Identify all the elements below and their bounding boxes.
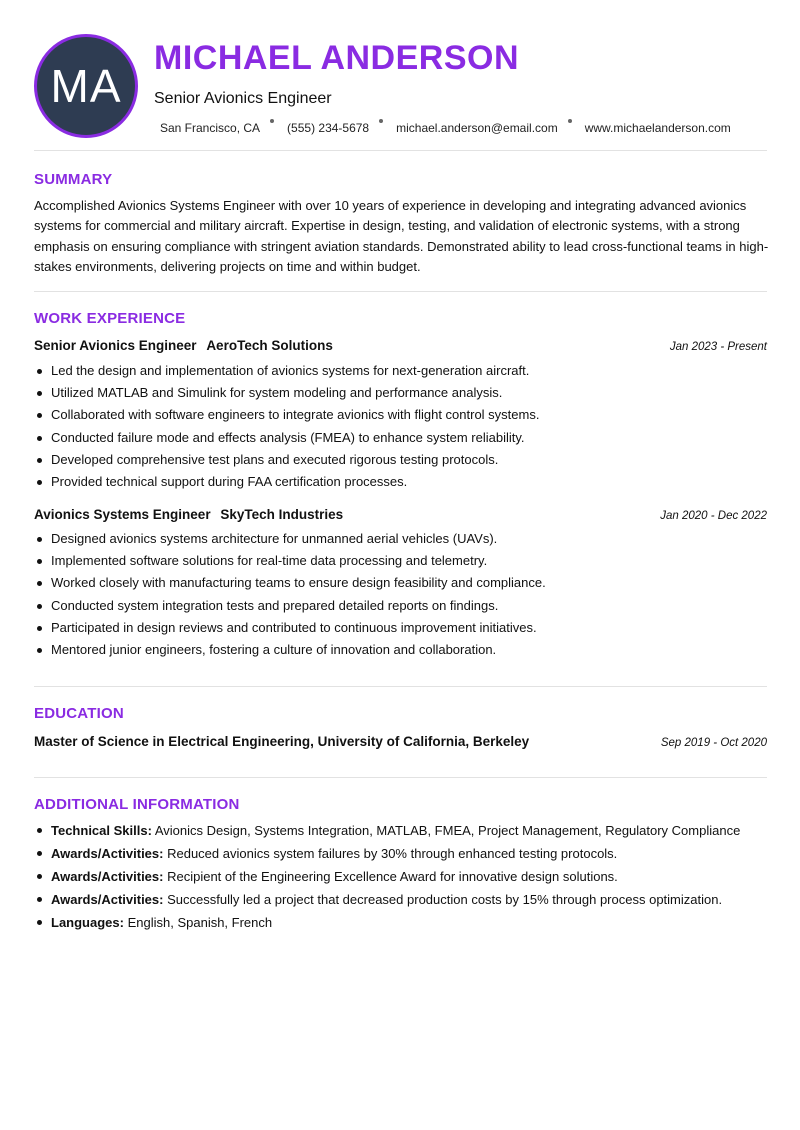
avatar [34, 34, 138, 138]
contact-location: San Francisco, CA [160, 121, 261, 135]
education-entry [34, 733, 767, 751]
list-item: Conducted failure mode and effects analysis (FMEA) to enhance system reliability. [34, 427, 767, 449]
item-label: Awards/Activities: [51, 892, 164, 907]
job-role: Avionics Systems Engineer [34, 507, 211, 522]
resume-header [34, 34, 767, 150]
additional-info-heading: ADDITIONAL INFORMATION [34, 796, 240, 813]
list-item: Implemented software solutions for real-time data processing and telemetry. [34, 550, 767, 572]
job-bullets [34, 360, 767, 493]
education-dates: Sep 2019 - Oct 2020 [660, 737, 767, 749]
job-role: Senior Avionics Engineer [34, 338, 197, 353]
list-item: Worked closely with manufacturing teams to ensure design feasibility and compliance. [34, 572, 767, 594]
candidate-name: MICHAEL ANDERSON [154, 39, 520, 77]
education-heading: EDUCATION [34, 705, 124, 722]
separator-dot [379, 119, 383, 123]
avatar-initials: MA [50, 60, 122, 112]
list-item: Led the design and implementation of avionics systems for next-generation aircraft. [34, 360, 767, 382]
job-title: Senior Avionics Engineer [154, 90, 332, 107]
list-item: Provided technical support during FAA certification processes. [34, 471, 767, 493]
list-item: Utilized MATLAB and Simulink for system modeling and performance analysis. [34, 382, 767, 404]
list-item [34, 842, 767, 865]
item-value: Avionics Design, Systems Integration, MATLAB, FMEA, Project Management, Regulatory Compliance [154, 823, 741, 838]
list-item: Collaborated with software engineers to integrate avionics with flight control systems. [34, 404, 767, 426]
list-item [34, 911, 767, 934]
list-item: Designed avionics systems architecture for unmanned aerial vehicles (UAVs). [34, 528, 767, 550]
section-divider [34, 150, 767, 151]
contact-email[interactable]: michael.anderson@email.com [396, 121, 558, 135]
section-divider [34, 686, 767, 687]
job-entry-header [34, 506, 767, 524]
job-company: AeroTech Solutions [206, 338, 333, 353]
list-item: Conducted system integration tests and prepared detailed reports on findings. [34, 595, 767, 617]
additional-info-list [34, 819, 767, 934]
job-dates: Jan 2020 - Dec 2022 [660, 510, 767, 522]
list-item: Mentored junior engineers, fostering a culture of innovation and collaboration. [34, 639, 767, 661]
item-value: English, Spanish, French [127, 915, 273, 930]
contact-phone: (555) 234-5678 [287, 121, 370, 135]
contact-website[interactable]: www.michaelanderson.com [584, 121, 731, 135]
item-label: Technical Skills: [51, 823, 152, 838]
item-value: Recipient of the Engineering Excellence Award for innovative design solutions. [167, 869, 618, 884]
item-label: Awards/Activities: [51, 869, 164, 884]
item-label: Languages: [51, 915, 124, 930]
summary-text: Accomplished Avionics Systems Engineer with over 10 years of experience in developing and integrating advanced avionics systems for commercial and military aircraft. Expertise in design, testing, and validation of electronic systems, with a strong emphasis on ensuring compliance with stringent aviation standards. Demonstrated ability to lead cross-functional teams in high-stakes environments, delivering projects on time and within budget. [34, 198, 769, 274]
item-value: Successfully led a project that decreased production costs by 15% through process optimization. [167, 892, 723, 907]
section-divider [34, 291, 767, 292]
contact-info [160, 120, 731, 136]
item-label: Awards/Activities: [51, 846, 164, 861]
separator-dot [568, 119, 572, 123]
section-divider [34, 777, 767, 778]
list-item [34, 819, 767, 842]
degree: Master of Science in Electrical Engineering, University of California, Berkeley [34, 734, 530, 749]
job-company: SkyTech Industries [220, 507, 344, 522]
item-value: Reduced avionics system failures by 30% through enhanced testing protocols. [167, 846, 618, 861]
list-item [34, 888, 767, 911]
separator-dot [270, 119, 274, 123]
work-experience-heading: WORK EXPERIENCE [34, 310, 186, 327]
list-item: Participated in design reviews and contributed to continuous improvement initiatives. [34, 617, 767, 639]
job-entry-header [34, 337, 767, 355]
list-item [34, 865, 767, 888]
summary-heading: SUMMARY [34, 171, 113, 188]
list-item: Developed comprehensive test plans and executed rigorous testing protocols. [34, 449, 767, 471]
job-bullets [34, 528, 767, 661]
job-dates: Jan 2023 - Present [669, 341, 767, 353]
